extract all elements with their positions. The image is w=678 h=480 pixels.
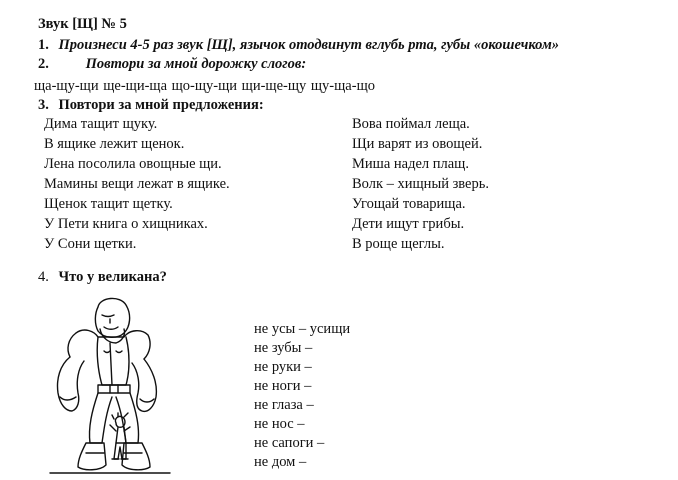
- sentence: Вова поймал леща.: [352, 116, 470, 132]
- task-1: [38, 36, 559, 54]
- giant-word-list: [254, 320, 350, 472]
- list-item: не зубы –: [254, 340, 313, 356]
- sentence: Щи варят из овощей.: [352, 136, 483, 152]
- list-item: не глаза –: [254, 397, 314, 413]
- task-2: [38, 55, 306, 73]
- task-4: [38, 268, 167, 286]
- sentence: У Пети книга о хищниках.: [44, 216, 208, 232]
- sentence: Волк – хищный зверь.: [352, 176, 489, 192]
- task-3: [38, 96, 264, 114]
- task-3-number: 3.: [38, 97, 49, 113]
- sentences-right-column: [352, 114, 489, 254]
- sentence: Миша надел плащ.: [352, 156, 469, 172]
- task-1-text: Произнеси 4-5 раз звук [Щ], язычок отодвинут вглубь рта, губы «окошечком»: [58, 37, 559, 53]
- task-3-text: Повтори за мной предложения:: [58, 97, 264, 113]
- task-1-number: 1.: [38, 37, 49, 53]
- sentence: Мамины вещи лежат в ящике.: [44, 176, 230, 192]
- sentence: У Сони щетки.: [44, 236, 137, 252]
- sentence: Дети ищут грибы.: [352, 216, 465, 232]
- sentence: Лена посолила овощные щи.: [44, 156, 222, 172]
- sentence: Угощай товарища.: [352, 196, 466, 212]
- list-item: не усы – усищи: [254, 321, 351, 337]
- worksheet-title: Звук [Щ] № 5: [38, 16, 127, 32]
- list-item: не сапоги –: [254, 435, 325, 451]
- task-4-text: Что у великана?: [58, 269, 167, 285]
- giant-and-boy-drawing: [40, 293, 180, 478]
- list-item: не нос –: [254, 416, 305, 432]
- task-4-number: 4.: [38, 269, 49, 285]
- sentence: В роще щеглы.: [352, 236, 445, 252]
- sentence: Щенок тащит щетку.: [44, 196, 173, 212]
- sentence: В ящике лежит щенок.: [44, 136, 185, 152]
- task-2-text: Повтори за мной дорожку слогов:: [85, 56, 307, 72]
- task-2-number: 2.: [38, 56, 49, 72]
- list-item: не руки –: [254, 359, 312, 375]
- syllable-track: ща-щу-щи ще-щи-ща що-щу-щи щи-ще-щу щу-ща-що: [34, 78, 375, 94]
- list-item: не дом –: [254, 454, 307, 470]
- sentence: Дима тащит щуку.: [44, 116, 158, 132]
- sentences-left-column: [44, 114, 230, 254]
- list-item: не ноги –: [254, 378, 312, 394]
